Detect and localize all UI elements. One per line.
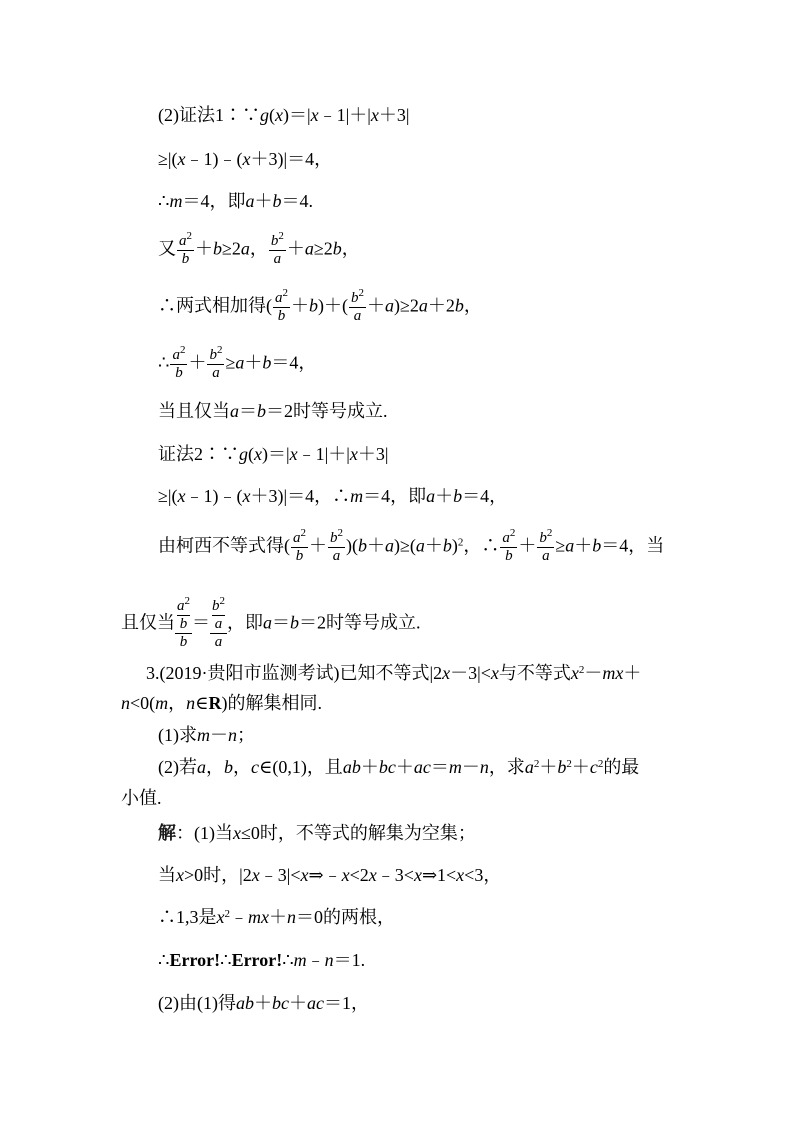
proof1-header: (2)证法1∶∵g(x)＝|x﹣1|＋|x＋3| <box>158 105 410 125</box>
proof1-sum: ∴两式相加得( $\frac{a^2}{b}$ ＋b)＋( $\frac{b^2}{a}$ ＋a)≥2a＋2b， <box>158 287 482 324</box>
proof1-inequality: ≥|(x﹣1)﹣(x＋3)|＝4， <box>158 149 333 169</box>
proof2-inequality: ≥|(x﹣1)﹣(x＋3)|＝4，∴m＝4，即a＋b＝4， <box>158 486 508 506</box>
solution-roots: ∴1,3是$x^2﹣mx+n=0$的两根， <box>158 907 395 927</box>
problem3-statement: 3.(2019·贵阳市监测考试)已知不等式|2x－3|<x与不等式$x^2-mx+$ <box>146 663 642 683</box>
problem3-part1: (1)求m－n； <box>158 725 255 745</box>
problem3-part2-cont: 小值. <box>121 788 162 808</box>
solution-part2-start: (2)由(1)得ab＋bc＋ac＝1， <box>158 993 369 1013</box>
solution-case-positive: 当x>0时，|2x﹣3|<x⇒﹣x<2x﹣3<x⇒1<x<3， <box>158 865 502 885</box>
proof1-m-value: ∴m＝4，即a＋b＝4. <box>158 191 313 211</box>
problem3-part2: (2)若a，b，c∈(0,1)，且ab＋bc＋ac＝m－n，求$a^2+b^2+c^2$的最 <box>158 757 640 777</box>
proof2-header: 证法2∶∵g(x)＝|x﹣1|＋|x＋3| <box>158 444 389 464</box>
proof1-equality-condition: 当且仅当a＝b＝2时等号成立. <box>158 401 388 421</box>
proof1-two-inequalities: 又 $\frac{a^2}{b}$ ＋b≥2a， $\frac{b^2}{a}$ ＋a≥2b， <box>158 230 360 267</box>
proof2-equality-condition: 且仅当 $a^2$ b b ＝ $b^2$ a a ，即a＝b＝2时等号成立. <box>121 595 421 650</box>
proof1-result: ∴ $\frac{a^2}{b}$ ＋ $\frac{b^2}{a}$ ≥a＋b＝4， <box>158 344 317 381</box>
problem3-statement-cont: n<0(m，n∈R)的解集相同. <box>121 693 322 713</box>
solution-error-line: ∴Error!∴Error!∴m﹣n＝1. <box>158 950 366 970</box>
solution-part1-start: 解：(1)当x≤0时，不等式的解集为空集； <box>158 823 476 843</box>
proof2-cauchy: 由柯西不等式得( $\frac{a^2}{b}$ ＋ $\frac{b^2}{a}$ )$(b+a)\ge(a+b)^2$，∴ $\frac{a^2}{b}$ ＋ $\frac{b^2}{a}$ ≥a＋b＝4，当 <box>158 527 665 564</box>
